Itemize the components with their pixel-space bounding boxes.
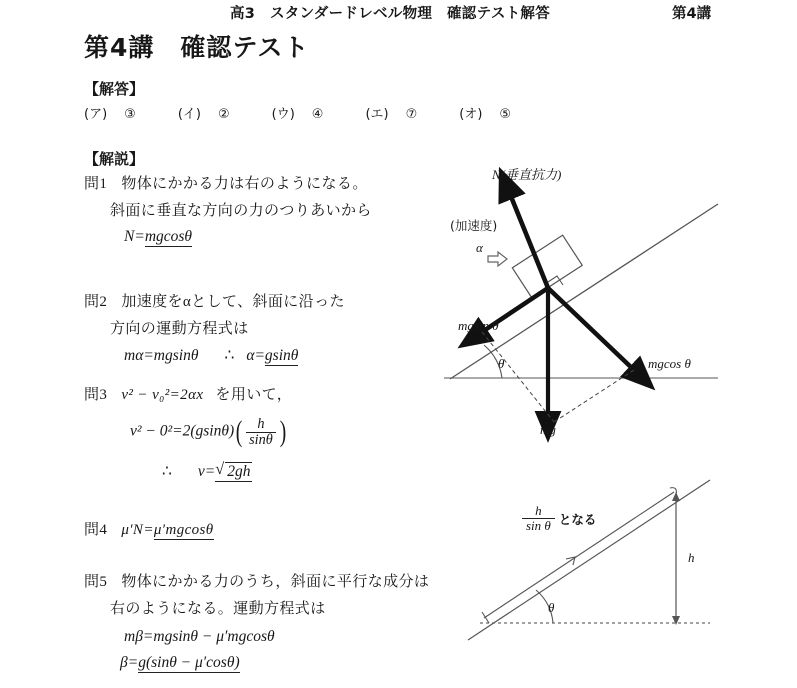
height-arrow-bottom — [672, 616, 680, 625]
problem-3-formula: v² − v₀²=2αx — [121, 387, 204, 403]
measure-end-cap — [482, 612, 489, 623]
equation-lhs: mα=mgsinθ — [124, 347, 199, 364]
height-arrow-top — [672, 492, 680, 501]
label-mg-sin-theta: mgsin θ — [458, 318, 499, 333]
answer-item — [272, 103, 324, 122]
problem-2-heading — [84, 290, 484, 311]
answer-key: (オ) — [459, 107, 483, 122]
right-paren: ) — [279, 415, 287, 448]
equation-answer — [215, 463, 252, 482]
explanation-section-label: 【解説】 — [84, 150, 145, 168]
page-header — [0, 2, 797, 24]
label-acceleration-symbol: α — [476, 240, 483, 255]
therefore-symbol: ∴ — [162, 463, 172, 480]
problem-1-tag: 問1 — [84, 176, 108, 192]
problem-4 — [84, 518, 484, 539]
problem-3-text: を用いて， — [215, 387, 293, 403]
label-height-h: h — [688, 550, 695, 565]
answer-key: (イ) — [177, 107, 201, 122]
answers-section-label: 【解答】 — [84, 80, 145, 98]
answer-value: ⑤ — [499, 107, 512, 122]
fraction-denominator: sin θ — [522, 518, 555, 533]
problem-3 — [84, 383, 484, 481]
header-lesson-number: 第4講 — [672, 6, 712, 22]
label-theta: θ — [548, 600, 555, 615]
fraction-h-over-sin-theta — [522, 504, 555, 534]
answer-value: ⑦ — [405, 107, 418, 122]
answer-key: (ア) — [84, 107, 108, 122]
label-slope-length-formula — [522, 504, 596, 534]
problem-2-equation — [124, 346, 484, 365]
problem-3-heading — [84, 383, 484, 404]
equation-lhs: β= — [120, 654, 139, 671]
equation-lhs: N= — [124, 228, 145, 245]
answer-key: (エ) — [365, 107, 389, 122]
fraction-denominator: sinθ — [246, 432, 276, 448]
problem-1-equation — [124, 228, 484, 246]
answer-item — [365, 103, 417, 122]
equation-lhs: v= — [197, 463, 216, 480]
problem-4-heading — [84, 518, 484, 539]
page-title: 第4講 確認テスト — [84, 33, 310, 62]
problem-3-tag: 問3 — [84, 387, 108, 403]
fraction-numerator: h — [257, 415, 265, 432]
answer-item — [84, 103, 136, 122]
equation-answer: gsinθ — [264, 347, 299, 364]
mg-cos-theta-arrow — [548, 288, 634, 370]
label-normal-force: N(垂直抗力) — [492, 167, 562, 182]
problem-3-equation-1 — [130, 415, 484, 449]
answer-value: ④ — [311, 107, 324, 122]
answer-item — [459, 103, 511, 122]
problem-5-line2: 右のようになる。運動方程式は — [110, 601, 326, 617]
problem-1-heading — [84, 172, 484, 193]
acceleration-direction-arrow-icon — [488, 252, 507, 266]
answers-row — [84, 103, 553, 122]
problem-1-text: 物体にかかる力は右のようになる。 — [121, 176, 368, 192]
fraction-h-over-sin — [246, 417, 276, 448]
problem-3-equation-2 — [162, 461, 484, 481]
fraction-numerator: h — [535, 503, 542, 518]
answer-value: ② — [217, 107, 230, 122]
problem-5-tag: 問5 — [84, 574, 108, 590]
height-diagram-figure — [448, 468, 797, 683]
label-acceleration-title: (加速度) — [450, 218, 498, 233]
label-theta: θ — [498, 356, 505, 371]
equation-answer: mgcosθ — [144, 228, 193, 245]
right-angle-marker — [548, 276, 563, 285]
header-course-title: 高3 スタンダードレベル物理 確認テスト解答 — [230, 6, 551, 22]
label-mg-cos-theta: mgcos θ — [648, 356, 691, 371]
problem-2 — [84, 290, 484, 365]
problem-2-tag: 問2 — [84, 294, 108, 310]
answer-item — [178, 103, 230, 122]
problem-1 — [84, 172, 484, 246]
equation-answer: μ′mgcosθ — [153, 522, 214, 538]
equation-lhs: v² − 0²=2(gsinθ) — [130, 422, 235, 440]
problem-5 — [84, 570, 484, 672]
problem-5-equation-2 — [120, 654, 484, 672]
problem-2-text: 加速度をαとして、斜面に沿った — [121, 294, 345, 310]
therefore-symbol: ∴ — [224, 347, 235, 364]
problem-2-line2: 方向の運動方程式は — [110, 321, 249, 337]
height-diagram-svg — [448, 468, 797, 683]
equation-lhs: μ′N= — [121, 522, 154, 538]
radicand: 2gh — [227, 463, 251, 480]
label-mg: mg — [540, 422, 556, 437]
formula-suffix-text: となる — [558, 511, 597, 527]
force-diagram-figure — [436, 160, 797, 460]
equation-answer: g(sinθ − μ′cosθ) — [138, 654, 240, 671]
problem-5-text: 物体にかかる力のうち，斜面に平行な成分は — [121, 574, 430, 590]
dashed-construction-line — [482, 332, 554, 422]
problem-5-heading — [84, 570, 484, 591]
radical-symbol — [215, 461, 252, 481]
left-paren: ( — [235, 415, 243, 448]
problem-5-equation-1: mβ=mgsinθ − μ′mgcosθ — [124, 628, 275, 645]
equation-mid: α= — [246, 347, 265, 364]
force-diagram-svg — [436, 160, 797, 460]
answer-value: ③ — [124, 107, 136, 122]
problem-1-line2: 斜面に垂直な方向の力のつりあいから — [110, 203, 372, 219]
problem-4-tag: 問4 — [84, 522, 108, 538]
answer-key: (ウ) — [271, 107, 295, 122]
